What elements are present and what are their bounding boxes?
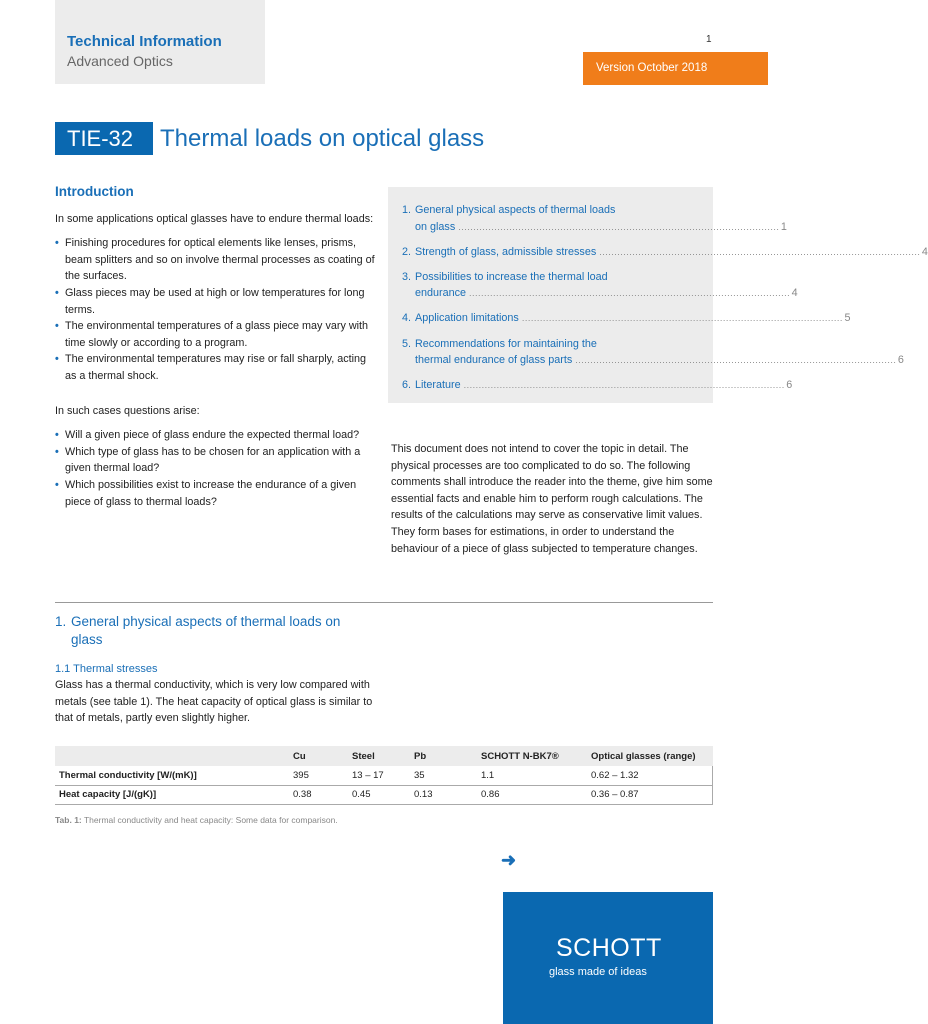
table-row (55, 766, 713, 785)
toc-label: thermal endurance of glass parts (415, 354, 573, 367)
toc-page: 4 (791, 287, 798, 300)
subsection-heading: 1.1 Thermal stresses (55, 663, 158, 675)
document-title: Thermal loads on optical glass (160, 125, 485, 152)
next-page-arrow-icon[interactable]: ➜ (501, 850, 517, 870)
table-cell: 0.13 (410, 785, 477, 804)
toc-label: endurance (415, 287, 467, 300)
section-paragraph: Glass has a thermal conductivity, which is very low compared with metals (see table 1). The heat capacity of optical glass is similar to that of metals, partly even slightly higher. (55, 679, 373, 725)
table-row (55, 785, 713, 804)
toc-item-2[interactable] (402, 244, 928, 261)
section-title: General physical aspects of thermal loads on glass (71, 614, 341, 647)
logo-tagline: glass made of ideas (549, 966, 647, 978)
questions-lead: In such cases questions arise: (55, 404, 200, 417)
caption-text: Thermal conductivity and heat capacity: Some data for comparison. (83, 815, 338, 825)
toc-item-5[interactable] (402, 336, 904, 369)
toc-item-6[interactable] (402, 377, 793, 394)
column-header: SCHOTT N-BK7® (477, 746, 587, 766)
column-header: Optical glasses (range) (587, 746, 713, 766)
questions-list (55, 427, 375, 510)
document-code: TIE-32 (55, 122, 153, 155)
toc-item-4[interactable] (402, 310, 851, 327)
column-header: Steel (348, 746, 410, 766)
table-cell: 395 (289, 766, 348, 785)
list-item: • Finishing procedures for optical elements like lenses, prisms, beam splitters and so on involve thermal processes as coating of the surfaces. (55, 235, 375, 285)
list-item: • Will a given piece of glass endure the expected thermal load? (55, 427, 375, 444)
table-cell: 0.62 – 1.32 (587, 766, 713, 785)
toc-number: 3. (402, 270, 412, 283)
table-of-contents (388, 187, 928, 403)
table-cell: 0.38 (289, 785, 348, 804)
toc-label: Strength of glass, admissible stresses (415, 245, 597, 258)
table-cell: 0.36 – 0.87 (587, 785, 713, 804)
toc-number: 6. (402, 379, 412, 392)
row-header: Thermal conductivity [W/(mK)] (55, 766, 289, 785)
table-cell: 35 (410, 766, 477, 785)
table-cell: 13 – 17 (348, 766, 410, 785)
section-1-heading (55, 613, 375, 649)
list-item: • Glass pieces may be used at high or low temperatures for long terms. (55, 285, 375, 318)
section-divider (55, 602, 713, 603)
introduction-section (55, 184, 375, 510)
toc-label: Application limitations (415, 312, 519, 325)
toc-page: 1 (780, 220, 787, 233)
toc-page: 5 (844, 312, 851, 325)
toc-number: 2. (402, 245, 412, 258)
introduction-heading: Introduction (55, 184, 134, 199)
table-cell: 1.1 (477, 766, 587, 785)
toc-label: on glass (415, 220, 456, 233)
comparison-table (55, 746, 713, 805)
table-header-row (55, 746, 713, 766)
schott-logo (503, 892, 713, 1024)
section-number: 1. (55, 614, 67, 629)
toc-page: 6 (897, 354, 904, 367)
list-item: • The environmental temperatures of a glass piece may vary with time slowly or according to a program. (55, 318, 375, 351)
header-subtitle: Advanced Optics (67, 53, 173, 69)
list-item: • Which type of glass has to be chosen for an application with a given thermal load? (55, 444, 375, 477)
toc-label: Recommendations for maintaining the (415, 337, 597, 350)
toc-page: 4 (921, 245, 928, 258)
toc-page: 6 (786, 379, 793, 392)
table-caption (55, 815, 338, 825)
header-title: Technical Information (67, 33, 222, 50)
applications-list (55, 235, 375, 384)
column-header (55, 746, 289, 766)
table-cell: 0.45 (348, 785, 410, 804)
scope-paragraph: This document does not intend to cover the topic in detail. The physical processes are too complicated to do so. The following comments shall introduce the reader into the theme, give him some essential facts and enable him to perform rough calculations. The results of the calculations may serve as conservative limit values. They form bases for estimations, in order to understand the behaviour of a piece of glass subjected to temperature changes. (391, 443, 713, 555)
introduction-lead: In some applications optical glasses have to endure thermal loads: (55, 212, 374, 225)
list-item: • Which possibilities exist to increase the endurance of a given piece of glass to thermal loads? (55, 477, 375, 510)
toc-label: General physical aspects of thermal loads (415, 204, 616, 216)
list-item: • The environmental temperatures may rise or fall sharply, acting as a thermal shock. (55, 351, 375, 384)
caption-label: Tab. 1: (55, 815, 82, 825)
toc-label: Possibilities to increase the thermal load (415, 270, 608, 283)
table-cell: 0.86 (477, 785, 587, 804)
logo-wordmark: SCHOTT (556, 934, 662, 962)
page-number: 1 (706, 34, 712, 45)
toc-number: 5. (402, 337, 412, 350)
toc-number: 1. (402, 204, 412, 216)
toc-item-3[interactable] (402, 269, 798, 302)
row-header: Heat capacity [J/(gK)] (55, 785, 289, 804)
column-header: Cu (289, 746, 348, 766)
column-header: Pb (410, 746, 477, 766)
toc-label: Literature (415, 379, 461, 392)
toc-item-1[interactable] (402, 202, 787, 235)
toc-number: 4. (402, 312, 412, 325)
header-panel (55, 0, 265, 84)
section-1 (55, 613, 375, 727)
version-badge: Version October 2018 (583, 52, 768, 85)
